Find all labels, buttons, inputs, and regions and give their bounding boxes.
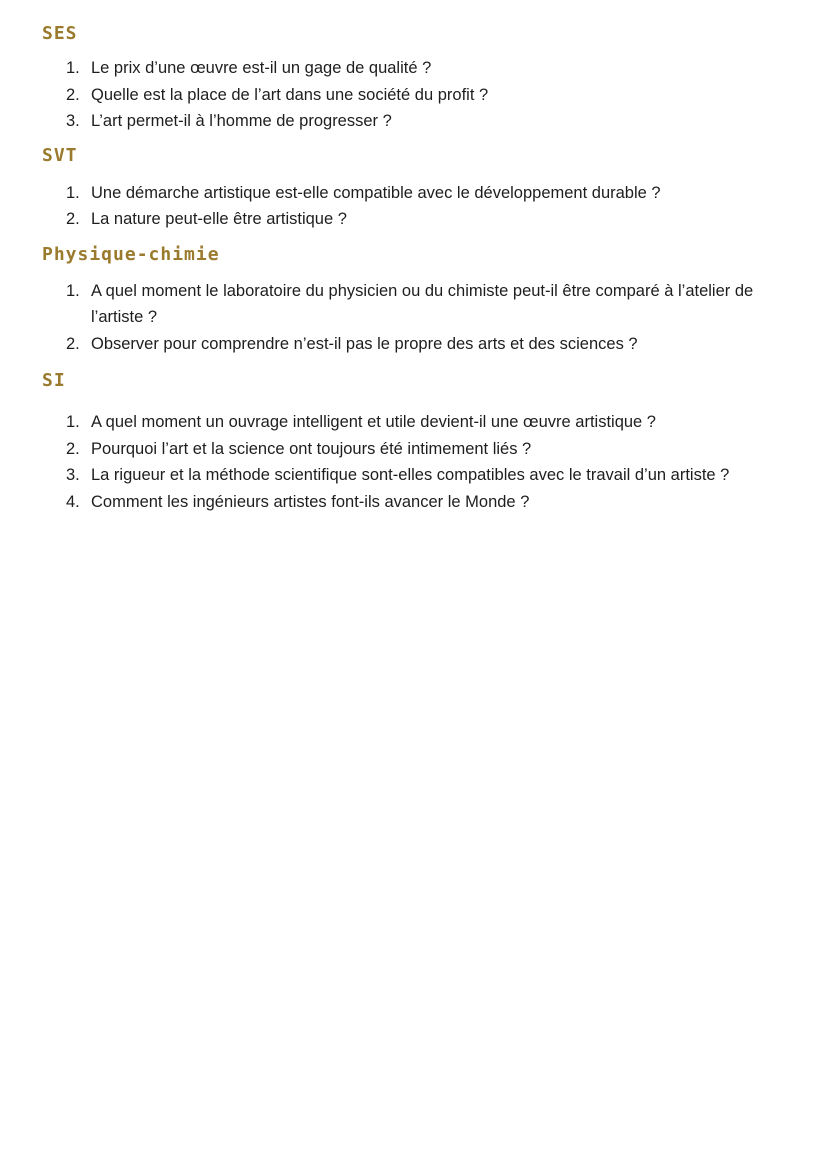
list-number: 1.	[66, 413, 80, 431]
question-text: Le prix d’une œuvre est-il un gage de qualité ?	[91, 59, 432, 77]
list-item	[42, 489, 758, 516]
question-text: Pourquoi l’art et la science ont toujours été intimement liés ?	[91, 439, 532, 458]
list-item	[42, 206, 758, 233]
section-physique-chimie	[42, 243, 758, 358]
question-text: A quel moment le laboratoire du physicien ou du chimiste peut-il être comparé à l’atelier de l’artiste ?	[91, 281, 754, 326]
list-item	[42, 409, 758, 436]
list-number: 3.	[66, 466, 80, 484]
list-item	[42, 180, 758, 207]
list-item	[42, 82, 758, 109]
question-text: Comment les ingénieurs artistes font-ils avancer le Monde ?	[91, 492, 530, 511]
list-number: 1.	[66, 281, 80, 300]
question-list-svt	[42, 180, 758, 233]
list-item	[42, 462, 758, 489]
list-number: 3.	[66, 112, 80, 130]
question-text: Une démarche artistique est-elle compatible avec le développement durable ?	[91, 183, 661, 202]
question-text: Quelle est la place de l’art dans une société du profit ?	[91, 85, 489, 104]
question-text: A quel moment un ouvrage intelligent et utile devient-il une œuvre artistique ?	[91, 413, 656, 431]
list-number: 2.	[66, 334, 80, 353]
section-title-svt: SVT	[42, 144, 78, 166]
question-text: Observer pour comprendre n’est-il pas le propre des arts et des sciences ?	[91, 334, 638, 353]
question-text: La nature peut-elle être artistique ?	[91, 210, 347, 228]
question-text: L’art permet-il à l’homme de progresser ?	[91, 112, 392, 130]
list-item	[42, 331, 758, 358]
list-item	[42, 278, 758, 331]
section-svt	[42, 144, 758, 233]
section-si	[42, 369, 758, 515]
list-number: 2.	[66, 210, 80, 228]
section-title-ses: SES	[42, 23, 78, 44]
list-item	[42, 55, 758, 82]
section-title-physique-chimie: Physique-chimie	[42, 243, 220, 265]
list-item	[42, 436, 758, 463]
section-ses	[42, 22, 758, 135]
question-text: La rigueur et la méthode scientifique sont-elles compatibles avec le travail d’un artiste ?	[91, 466, 730, 484]
question-list-physique-chimie	[42, 278, 758, 358]
section-title-si: SI	[42, 370, 66, 391]
list-number: 2.	[66, 439, 80, 458]
question-list-si	[42, 409, 758, 515]
list-item	[42, 108, 758, 135]
list-number: 2.	[66, 85, 80, 104]
question-list-ses	[42, 55, 758, 135]
list-number: 1.	[66, 183, 80, 202]
list-number: 4.	[66, 492, 80, 511]
list-number: 1.	[66, 59, 80, 77]
